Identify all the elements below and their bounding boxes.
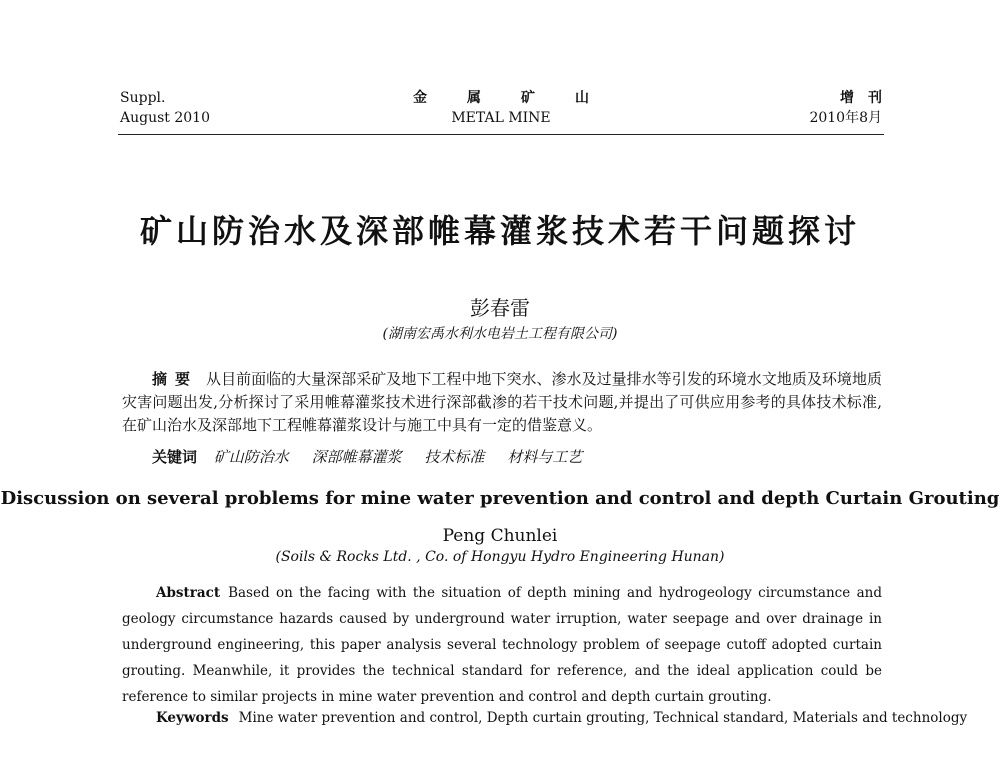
keyword-cn: 深部帷幕灌浆 — [311, 448, 402, 466]
affiliation-en: (Soils & Rocks Ltd. , Co. of Hongyu Hydro Engineering Hunan) — [275, 549, 725, 565]
author-name-en: Peng Chunlei — [442, 526, 558, 546]
affiliation-cn: (湖南宏禹水利水电岩土工程有限公司) — [382, 326, 618, 342]
header-right — [809, 88, 896, 128]
issue-date-en: August 2010 — [120, 110, 210, 126]
issue-date-cn: 2010年8月 — [809, 110, 882, 126]
keywords-en — [156, 710, 967, 726]
supplement-label: Suppl. — [120, 90, 166, 106]
abstract-label-en: Abstract — [156, 585, 221, 601]
abstract-text-cn: 从目前面临的大量深部采矿及地下工程中地下突水、渗水及过量排水等引发的环境水文地质及环境地质灾害问题出发,分析探讨了采用帷幕灌浆技术进行深部截渗的若干技术问题,并提出了可供应用参考的具体技术标准,在矿山治水及深部地下工程帷幕灌浆设计与施工中具有一定的借鉴意义。 — [122, 370, 882, 434]
paper-title-cn: 矿山防治水及深部帷幕灌浆技术若干问题探讨 — [139, 212, 860, 250]
paper-title-en: Discussion on several problems for mine water prevention and control and depth Curtain Grouting — [0, 488, 1000, 509]
abstract-en — [122, 580, 882, 710]
keywords-text-en: Mine water prevention and control, Depth curtain grouting, Technical standard, Materials and technology — [238, 710, 968, 726]
header-center — [120, 88, 882, 128]
abstract-cn — [122, 368, 882, 437]
journal-name-cn: 金属矿山 — [413, 90, 629, 106]
header-rule — [118, 134, 884, 135]
keyword-cn: 材料与工艺 — [507, 448, 583, 466]
keyword-cn: 技术标准 — [424, 448, 485, 466]
abstract-text-en: Based on the facing with the situation of depth mining and hydrogeology circumstance and geology circumstance hazards caused by underground water irruption, water seepage and over drainage in underground engineering, this paper analysis several technology problem of seepage cutoff adopted curtain grouting. Meanwhile, it provides the technical standard for reference, and the ideal application could be reference to similar projects in mine water prevention and control and depth curtain grouting. — [122, 585, 882, 705]
keyword-cn: 矿山防治水 — [213, 448, 289, 466]
supplement-label-cn: 增刊 — [840, 90, 896, 106]
journal-header — [120, 88, 896, 132]
keywords-label-cn: 关键词 — [152, 448, 198, 466]
author-name-cn: 彭春雷 — [470, 296, 530, 320]
abstract-label-cn: 摘要 — [152, 370, 199, 388]
keywords-cn — [152, 446, 600, 467]
journal-name-en: METAL MINE — [451, 110, 551, 126]
keywords-label-en: Keywords — [156, 710, 229, 726]
